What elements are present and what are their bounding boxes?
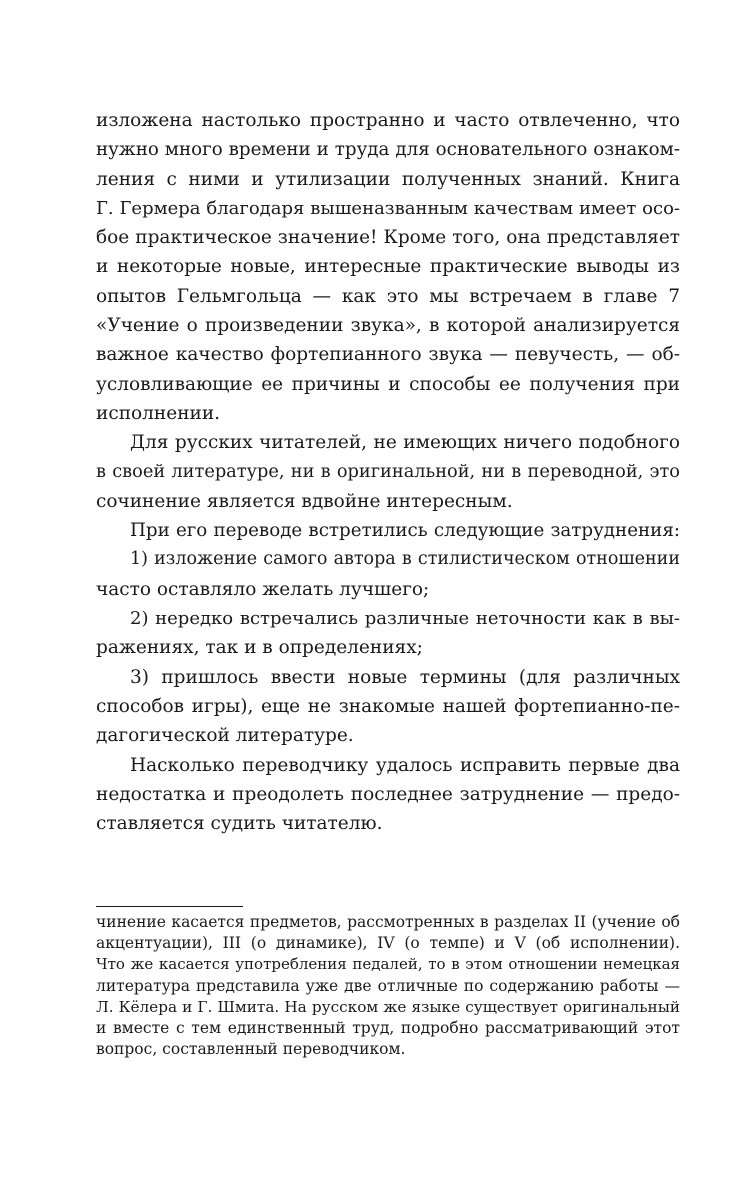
text-line: недостатка и преодолеть последнее затруднение — предо- [96, 783, 680, 805]
text-line: ления с ними и утилизации полученных знаний. Книга [96, 168, 680, 190]
footnote-line: литература представила уже две отличные по содержанию работы — [96, 976, 680, 995]
text-line: исполнении. [96, 402, 221, 424]
footnote-line: акцентуации), III (о динамике), IV (о темпе) и V (об исполнении). [96, 934, 680, 953]
footnote-divider [96, 906, 243, 907]
footnote-line: и вместе с тем единственный труд, подробно рассматривающий этот [96, 1018, 680, 1037]
text-line: изложена настолько пространно и часто отвлеченно, что [96, 110, 680, 131]
text-line: 1) изложение самого автора в стилистическом отношении [130, 549, 680, 570]
text-line: сочинение является вдвойне интересным. [96, 490, 513, 512]
text-line: «Учение о произведении звука», в которой анализируется [96, 315, 680, 337]
footnote-line: чинение касается предметов, рассмотренных в разделах II (учение об [96, 913, 680, 931]
footnote-line: вопрос, составленный переводчиком. [96, 1040, 406, 1059]
footnote [96, 912, 680, 1060]
text-line: нужно много времени и труда для основательного ознаком- [96, 139, 680, 161]
text-line: ражениях, так и в определениях; [96, 637, 423, 659]
text-line: важное качество фортепианного звука — певучесть, — об- [96, 344, 680, 366]
footnote-line: Что же касается употребления педалей, то в этом отношении немецкая [96, 955, 680, 974]
text-line: 3) пришлось ввести новые термины (для различных [130, 666, 680, 688]
text-line: При его переводе встретились следующие затруднения: [130, 520, 680, 542]
text-line: условливающие ее причины и способы ее получения при [96, 373, 680, 395]
main-text [96, 106, 680, 838]
text-line: бое практическое значение! Кроме того, она представляет [96, 227, 680, 249]
text-line: Г. Гермера благодаря вышеназванным качествам имеет осо- [96, 197, 680, 219]
text-line: ставляется судить читателю. [96, 813, 383, 835]
footnote-line: Л. Кёлера и Г. Шмита. На русском же языке существует оригинальный [96, 997, 680, 1016]
text-line: и некоторые новые, интересные практические выводы из [96, 256, 680, 278]
text-line: часто оставляло желать лучшего; [96, 578, 430, 600]
text-line: дагогической литературе. [96, 725, 354, 747]
text-line: 2) нередко встречались различные неточности как в вы- [130, 608, 680, 630]
text-line: способов игры), еще не знакомые нашей фортепианно-пе- [96, 695, 680, 717]
text-line: опытов Гельмгольца — как это мы встречаем в главе 7 [96, 285, 680, 307]
text-line: Для русских читателей, не имеющих ничего подобного [130, 432, 680, 454]
text-line: Насколько переводчику удалось исправить первые два [130, 754, 680, 776]
text-line: в своей литературе, ни в оригинальной, ни в переводной, это [96, 461, 680, 482]
